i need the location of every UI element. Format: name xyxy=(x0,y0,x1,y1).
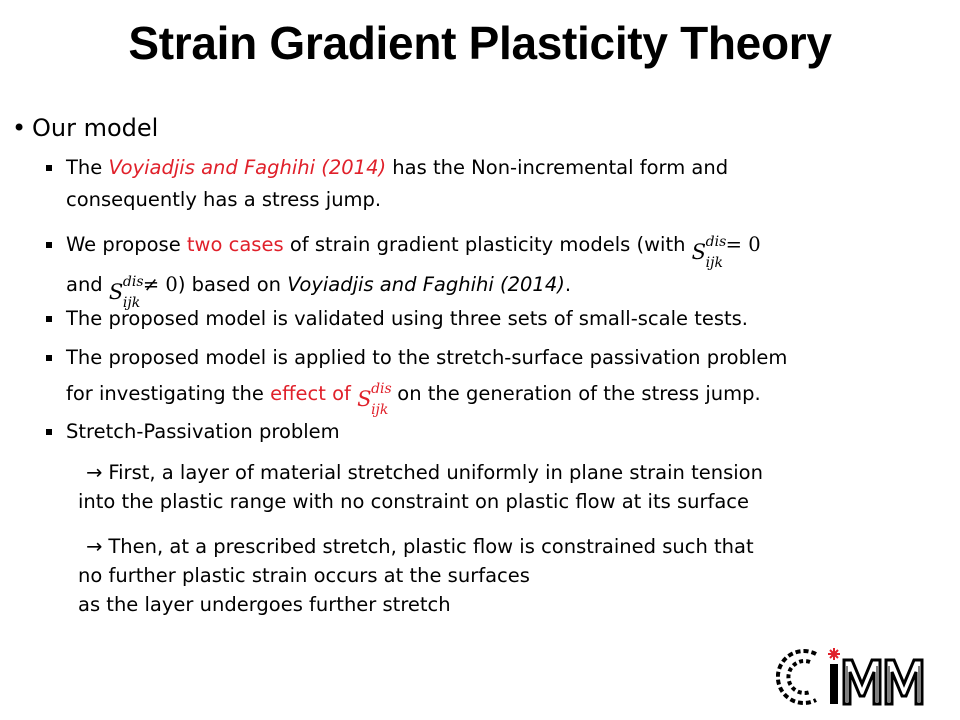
square-bullet-icon xyxy=(46,316,52,322)
item-line: for investigating the effect of S dis ijk on the generation of the stress jump. xyxy=(66,381,761,418)
list-item xyxy=(46,416,946,448)
item-line: Stretch-Passivation problem xyxy=(66,420,340,443)
item-line: consequently has a stress jump. xyxy=(66,188,382,211)
square-bullet-icon xyxy=(46,429,52,435)
list-item xyxy=(46,225,946,311)
item-line: and S dis ijk ≠ 0) based on Voyiadjis and Faghihi (2014). xyxy=(66,273,572,311)
main-bullet xyxy=(12,114,158,142)
arrow-right-icon: → xyxy=(86,535,103,558)
step-first: → First, a layer of material stretched uniformly in plane strain tension into the plastic range with no constraint on plastic flow at its surface xyxy=(78,458,938,516)
equation-not-zero: ≠ 0 xyxy=(142,273,178,296)
list-item xyxy=(46,340,946,418)
highlight-text: effect of xyxy=(270,382,351,405)
item-line: The proposed model is validated using three sets of small-scale tests. xyxy=(66,307,749,330)
reference-text: Voyiadjis and Faghihi (2014) xyxy=(287,273,565,296)
item-line: The Voyiadjis and Faghihi (2014) has the Non-incremental form and xyxy=(66,156,729,179)
reference-highlight: Voyiadjis and Faghihi (2014) xyxy=(108,156,387,179)
list-item xyxy=(46,152,946,216)
bullet-dot: • xyxy=(12,114,27,142)
step-then: → Then, at a prescribed stretch, plastic flow is constrained such that no further plastic strain occurs at the surfaces as the layer undergoes further stretch xyxy=(78,532,938,619)
s-dis-ijk-symbol: S dis ijk xyxy=(357,381,392,418)
list-item xyxy=(46,303,946,335)
slide-title: Strain Gradient Plasticity Theory xyxy=(128,17,832,69)
main-bullet-label: Our model xyxy=(32,114,159,142)
square-bullet-icon xyxy=(46,165,52,171)
equation-equals-zero: = 0 xyxy=(725,233,761,256)
square-bullet-icon xyxy=(46,242,52,248)
item-line: We propose two cases of strain gradient plasticity models (with S dis ijk = 0 xyxy=(66,233,761,271)
cimm-logo xyxy=(776,644,944,708)
item-line: The proposed model is applied to the stretch-surface passivation problem xyxy=(66,346,788,369)
s-dis-ijk-symbol: S dis ijk xyxy=(108,274,144,311)
arrow-right-icon: → xyxy=(86,461,103,484)
square-bullet-icon xyxy=(46,355,52,361)
s-dis-ijk-symbol: S dis ijk xyxy=(691,234,727,271)
highlight-text: two cases xyxy=(186,233,284,256)
